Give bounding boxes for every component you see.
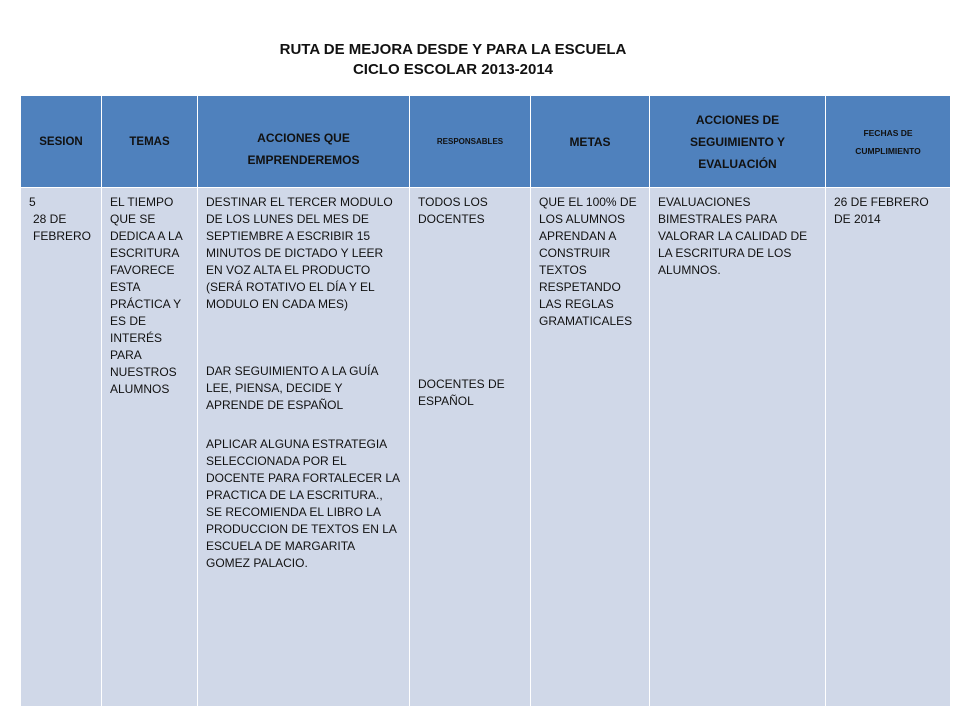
header-responsables: RESPONSABLES	[410, 96, 531, 188]
header-sesion: SESION	[21, 96, 102, 188]
improvement-plan-table	[20, 95, 951, 707]
header-fechas: FECHAS DE CUMPLIMIENTO	[826, 96, 951, 188]
accion-item: DESTINAR EL TERCER MODULO DE LOS LUNES DEL MES DE SEPTIEMBRE A ESCRIBIR 15 MINUTOS DE DICTADO Y LEER EN VOZ ALTA EL PRODUCTO (SERÁ ROTATIVO EL DÍA Y EL MODULO EN CADA MES)	[206, 195, 393, 311]
title-line-2: CICLO ESCOLAR 2013-2014	[352, 61, 554, 78]
header-acciones: ACCIONES QUE EMPRENDEREMOS	[198, 96, 410, 188]
header-seguimiento: ACCIONES DE SEGUIMIENTO Y EVALUACIÓN	[650, 96, 826, 188]
sesion-number: 5	[29, 195, 36, 209]
cell-seguimiento: EVALUACIONES BIMESTRALES PARA VALORAR LA CALIDAD DE LA ESCRITURA DE LOS ALUMNOS.	[650, 188, 826, 707]
responsable-item: TODOS LOS DOCENTES	[418, 195, 488, 226]
accion-item: APLICAR ALGUNA ESTRATEGIA SELECCIONADA POR EL DOCENTE PARA FORTALECER LA PRACTICA DE LA ESCRITURA., SE RECOMIENDA EL LIBRO LA PRODUCCION DE TEXTOS EN LA ESCUELA DE MARGARITA GOMEZ PALACIO.	[206, 437, 400, 570]
cell-metas: QUE EL 100% DE LOS ALUMNOS APRENDAN A CONSTRUIR TEXTOS RESPETANDO LAS REGLAS GRAMATICALES	[531, 188, 650, 707]
document-title	[180, 40, 726, 80]
cell-sesion	[21, 188, 102, 707]
header-metas: METAS	[531, 96, 650, 188]
table-row	[21, 188, 951, 707]
header-temas: TEMAS	[102, 96, 198, 188]
responsable-item: DOCENTES DE ESPAÑOL	[418, 377, 505, 408]
cell-fecha: 26 DE FEBRERO DE 2014	[826, 188, 951, 707]
header-row	[21, 96, 951, 188]
cell-tema: EL TIEMPO QUE SE DEDICA A LA ESCRITURA FAVORECE ESTA PRÁCTICA Y ES DE INTERÉS PARA NUESTROS ALUMNOS	[102, 188, 198, 707]
cell-responsables	[410, 188, 531, 707]
title-line-1: RUTA DE MEJORA DESDE Y PARA LA ESCUELA	[279, 41, 627, 58]
sesion-date: 28 DE FEBRERO	[33, 212, 92, 243]
accion-item: DAR SEGUIMIENTO A LA GUÍA LEE, PIENSA, DECIDE Y APRENDE DE ESPAÑOL	[206, 364, 378, 412]
cell-acciones	[198, 188, 410, 707]
